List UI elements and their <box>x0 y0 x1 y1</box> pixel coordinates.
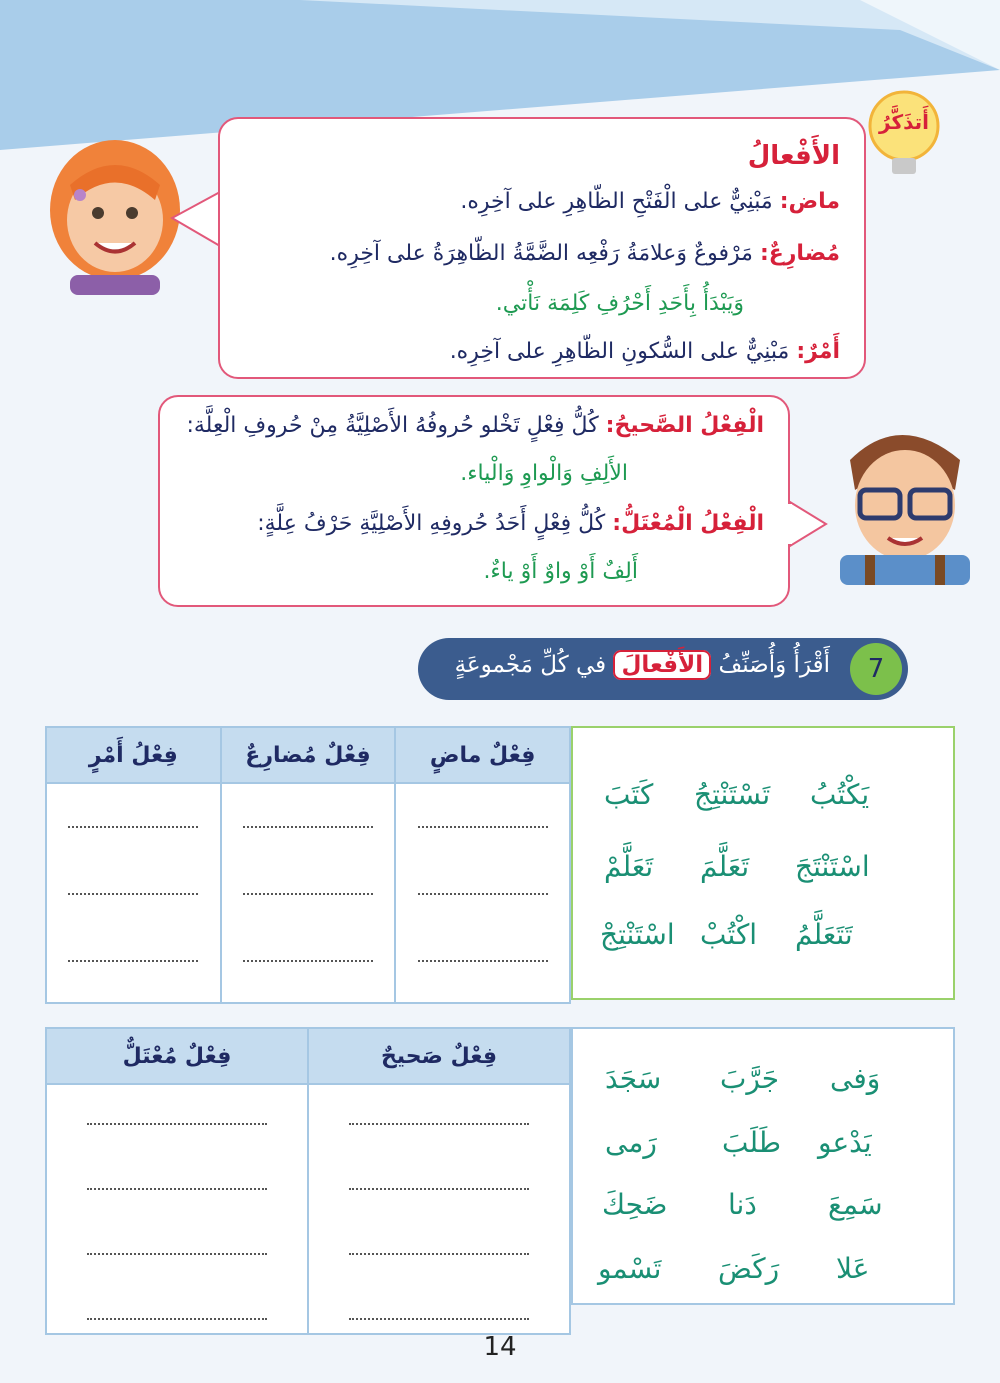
sound-verb-label: الْفِعْلُ الصَّحيحُ: <box>605 413 764 438</box>
past-text: مَبْنِيٌّ على الْفَتْحِ الظّاهِرِ على آخِرِه. <box>460 189 773 214</box>
answer-line[interactable] <box>418 959 548 962</box>
word: سَمِعَ <box>828 1188 883 1221</box>
answer-line[interactable] <box>68 959 198 962</box>
past-line <box>460 189 840 214</box>
present-label: مُضارِعٌ: <box>759 241 840 266</box>
exercise-text-after: في كُلِّ مَجْموعَةٍ <box>454 652 607 678</box>
exercise-instruction <box>455 652 830 678</box>
answer-line[interactable] <box>87 1252 267 1255</box>
answer-line[interactable] <box>243 892 373 895</box>
word: كَتَبَ <box>604 778 654 811</box>
word: تَسْمو <box>598 1252 662 1285</box>
answer-line[interactable] <box>418 892 548 895</box>
remember-badge: أَتذَكَّرُ <box>879 110 929 134</box>
word: يَكْتُبُ <box>810 778 870 811</box>
header-sound: فِعْلٌ صَحيحٌ <box>308 1028 570 1084</box>
reminder-box <box>218 117 866 379</box>
answer-line[interactable] <box>87 1317 267 1320</box>
present-answers <box>221 783 396 1003</box>
answer-line[interactable] <box>87 1122 267 1125</box>
weak-verb-line <box>257 511 764 536</box>
imperative-line <box>450 339 840 364</box>
word: دَنا <box>728 1188 757 1221</box>
girl-character <box>40 125 190 295</box>
imperative-label: أَمْرٌ: <box>796 339 840 364</box>
answer-line[interactable] <box>243 825 373 828</box>
header-imperative: فِعْلُ أَمْرٍ <box>46 727 221 783</box>
past-answers <box>395 783 570 1003</box>
word: اكْتُبْ <box>700 918 758 951</box>
weak-verb-letters: أَلِفٌ أَوْ واوٌ أَوْ ياءٌ. <box>483 559 638 584</box>
verbs-title: الأَفْعالُ <box>747 141 840 171</box>
answer-line[interactable] <box>243 959 373 962</box>
verb-tense-table <box>45 726 571 1004</box>
past-label: ماض: <box>779 189 840 214</box>
exercise-number: 7 <box>850 643 902 695</box>
header-present: فِعْلٌ مُضارِعٌ <box>221 727 396 783</box>
word: تَسْتَنْتِجُ <box>694 778 771 811</box>
answer-line[interactable] <box>68 825 198 828</box>
answer-line[interactable] <box>68 892 198 895</box>
lightbulb-icon <box>866 88 942 180</box>
sound-verb-letters: الأَلِفِ وَالْواوِ وَالْياء. <box>460 461 628 486</box>
weak-verb-label: الْفِعْلُ الْمُعْتَلُّ: <box>612 511 764 536</box>
word: تَتَعَلَّمُ <box>795 918 853 951</box>
weak-answers <box>46 1084 308 1334</box>
word: تَعَلَّمْ <box>604 850 654 883</box>
answer-line[interactable] <box>418 825 548 828</box>
word: رَكَضَ <box>718 1252 780 1285</box>
sound-answers <box>308 1084 570 1334</box>
answer-line[interactable] <box>349 1317 529 1320</box>
word: رَمى <box>605 1126 657 1159</box>
present-line <box>330 241 840 266</box>
speech-tail <box>170 190 222 250</box>
word: جَرَّبَ <box>720 1062 780 1095</box>
word: يَدْعو <box>818 1126 872 1159</box>
boy-character <box>810 420 990 585</box>
sound-verb-text: كُلُّ فِعْلٍ تَخْلو حُروفُهُ الأَصْلِيَّةُ مِنْ حُروفِ الْعِلَّة: <box>186 413 599 438</box>
exercise-highlight: الأَفْعالَ <box>613 650 711 680</box>
answer-line[interactable] <box>349 1252 529 1255</box>
word: ضَحِكَ <box>602 1188 668 1221</box>
word: اسْتَنْتَجَ <box>795 850 870 883</box>
imperative-answers <box>46 783 221 1003</box>
present-text: مَرْفوعٌ وَعلامَةُ رَفْعِه الضَّمَّةُ الظّاهِرَةُ على آخِرِه. <box>329 241 753 266</box>
word: تَعَلَّمَ <box>700 850 750 883</box>
word: سَجَدَ <box>605 1062 662 1095</box>
word: وَفى <box>830 1062 881 1095</box>
header-past: فِعْلٌ ماضٍ <box>395 727 570 783</box>
word: اسْتَنْتِجْ <box>600 918 675 951</box>
answer-line[interactable] <box>349 1187 529 1190</box>
imperative-text: مَبْنِيٌّ على السُّكونِ الظّاهِرِ على آخِرِه. <box>449 339 790 364</box>
exercise-banner <box>418 638 908 700</box>
word: طَلَبَ <box>722 1126 782 1159</box>
exercise-text-before: أَقْرَأُ وَأُصَنِّفُ <box>718 652 830 678</box>
verb-type-table <box>45 1027 571 1335</box>
sound-verb-line <box>186 413 764 438</box>
weak-verb-text: كُلُّ فِعْلٍ أَحَدُ حُروفِهِ الأَصْلِيَّةِ حَرْفُ عِلَّةٍ: <box>257 511 606 536</box>
present-line-2: وَيَبْدَأُ بِأَحَدِ أَحْرُفِ كَلِمَة نَأْتي. <box>495 291 744 316</box>
verb-types-box <box>158 395 790 607</box>
answer-line[interactable] <box>349 1122 529 1125</box>
answer-line[interactable] <box>87 1187 267 1190</box>
header-weak: فِعْلٌ مُعْتَلٌّ <box>46 1028 308 1084</box>
word: عَلا <box>836 1252 870 1285</box>
page-number: 14 <box>483 1332 517 1362</box>
